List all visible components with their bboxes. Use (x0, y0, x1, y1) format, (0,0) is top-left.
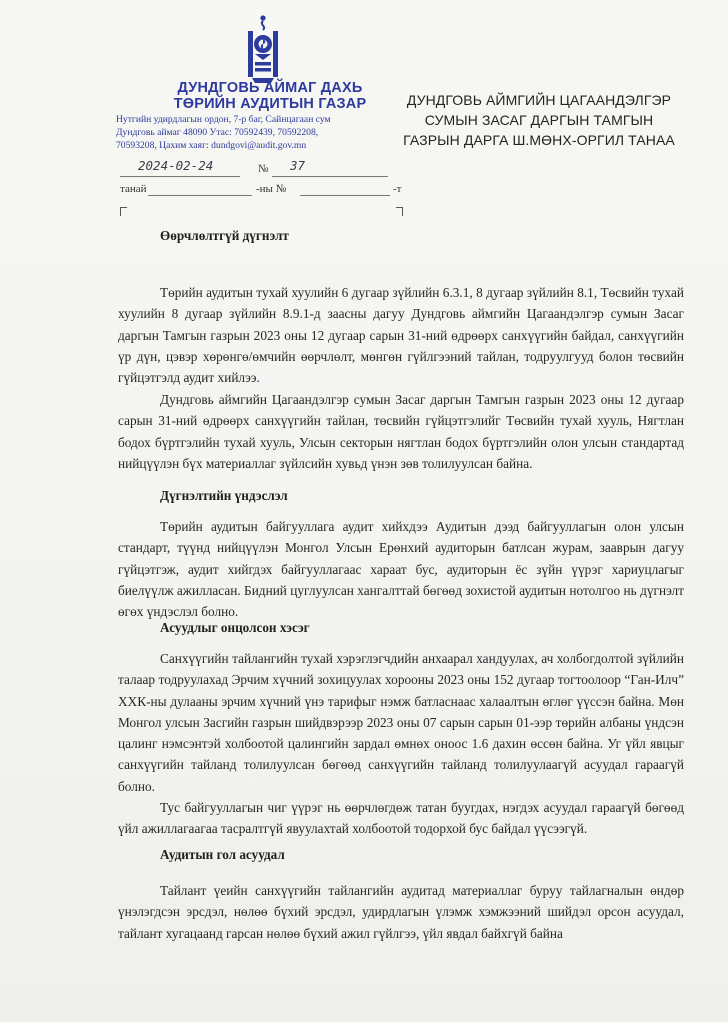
sender-address-line2: Дундговь аймаг 48090 Утас: 70592439, 70592208, (116, 127, 319, 138)
date-underline (120, 176, 240, 177)
reference-date-underline (148, 195, 252, 196)
reference-label-left: танай (120, 183, 147, 195)
corner-mark-left (120, 207, 127, 216)
section-heading-basis: Дүгнэлтийн үндэслэл (160, 488, 288, 503)
reference-number-underline (300, 195, 390, 196)
paragraph-3: Төрийн аудитын байгууллага аудит хийхдээ Аудитын дээд байгууллагын олон улсын стандарт, түүнд нийцүүлэн Монгол Улсын Ерөнхий аудиторын батлсан журам, зааврын дагуу гүйцэтгэж, аудит хийгдэх байгууллагаас хараат бус, аудиторын ёс зүйн үүрэг хариуцлагыг биелүүлж ажилласан. Бидний цуглуулсан хангалттай бөгөөд зохистой аудитын нотолгоо нь дүгнэлт өгөх үндэслэл болно. (118, 519, 684, 620)
addressee-block (394, 90, 684, 150)
paragraph-1: Төрийн аудитын тухай хуулийн 6 дугаар зүйлийн 6.3.1, 8 дугаар зүйлийн 8.1, Төсвийн тухай хуулийн 8 дугаар зүйлийн 8.9.1-д заасны дагуу Дундговь аймгийн Цагаандэлгэр сумын Засаг даргын Тамгын газрын 2023 оны 12 дугаар сарын 31-ний өдрөөрх санхүүгийн байдал, санхүүгийн үр дүн, цэвэр хөрөнгө/өмчийн өөрчлөлт, мөнгөн гүйлгээний тайлан, тодруулгууд болон төсвийн гүйцэтгэлд аудит хийлээ. (118, 285, 684, 386)
paragraph-5: Тус байгууллагын чиг үүрэг нь өөрчлөгдөж татан буугдах, нэгдэх асуудал гараагүй бөгөөд үйл ажиллагаагаа тасралтгүй явуулахтай холбоотой тодорхой бус байдал үүсээгүй. (118, 800, 684, 837)
reference-label-right: -т (393, 183, 402, 195)
sender-address-line3: 70593208, Цахим хаяг: dundgovi@audit.gov.mn (116, 140, 307, 151)
sender-name-line1: ДУНДГОВЬ АЙМАГ ДАХЬ (177, 80, 363, 96)
addressee-line3: ГАЗРЫН ДАРГА Ш.МӨНХ-ОРГИЛ ТАНАА (403, 132, 675, 148)
registration-number: 37 (290, 158, 306, 173)
sender-contact-details (116, 113, 392, 152)
paragraph-2: Дундговь аймгийн Цагаандэлгэр сумын Засаг даргын Тамгын газрын 2023 оны 12 дугаар сарын 31-ний өдрөөрх санхүүгийн тайлан, төсвийн гүйцэтгэлийг Төсвийн тухай хууль, Нягтлан бодох бүртгэлийн тухай хууль, Улсын секторын нягтлан бодох бүртгэлийн олон улсын стандартад нийцүүлэн бүх материаллаг зүйлсийн хувьд үнэн зөв толилуулсан байна. (118, 392, 684, 471)
addressee-line2: СУМЫН ЗАСАГ ДАРГЫН ТАМГЫН (424, 112, 654, 128)
registration-number-label: № (258, 163, 269, 175)
paragraph-4: Санхүүгийн тайлангийн тухай хэрэглэгчдийн анхаарал хандуулах, ач холбогдолтой зүйлийн талаар тодруулахад Эрчим хүчний зохицуулах хорооны 2023 оны 152 дугаар тогтоолоор “Ган-Илч” ХХК-ны дулааны эрчим хүчний үнэ тарифыг нэмж батласнаас халаалтын өглөг үүссэн байна. Мөн Монгол улсын Засгийн газрын шийдвэрээр 2023 оны 07 сарын сарын 01-ээр төрийн албаны үндсэн цалинг нэмсэнтэй холбоотой цалингийн зардал өмнөх оноос 1.6 дахин өссөн байна. Уг үйл явцыг санхүүгийн тайланд толилуулсан бөгөөд санхүүгийн тайланд толилуулаагүй асуудал гараагүй болно. (118, 651, 684, 794)
reference-label-mid: -ны № (256, 183, 287, 195)
soyombo-emblem-icon (244, 14, 282, 84)
section-heading-key-matters: Аудитын гол асуудал (160, 847, 285, 862)
addressee-line1: ДУНДГОВЬ АЙМГИЙН ЦАГААНДЭЛГЭР (406, 92, 672, 108)
sender-address-line1: Нутгийн удирдлагын ордон, 7-р баг, Сайнцагаан сум (116, 114, 331, 125)
number-underline (272, 176, 388, 177)
document-title: Өөрчлөлтгүй дүгнэлт (160, 228, 289, 243)
sender-name-line2: ТӨРИЙН АУДИТЫН ГАЗАР (173, 96, 367, 112)
paragraph-6: Тайлант үеийн санхүүгийн тайлангийн аудитад материаллаг буруу тайлагналын өндөр үнэлэгдсэн эрсдэл, нөлөө бүхий эрсдэл, удирдлагын үлэмж хэмжээний шийдэл орсон асуудал, тайлант хугацаанд гарсан нөлөө бүхий ажил гүйлгээ, үйл явдал байхгүй байна (118, 883, 684, 941)
corner-mark-right (396, 207, 403, 216)
sender-letterhead (150, 80, 390, 112)
section-heading-emphasis: Асуудлыг онцолсон хэсэг (160, 620, 310, 635)
registration-date: 2024-02-24 (138, 158, 214, 173)
